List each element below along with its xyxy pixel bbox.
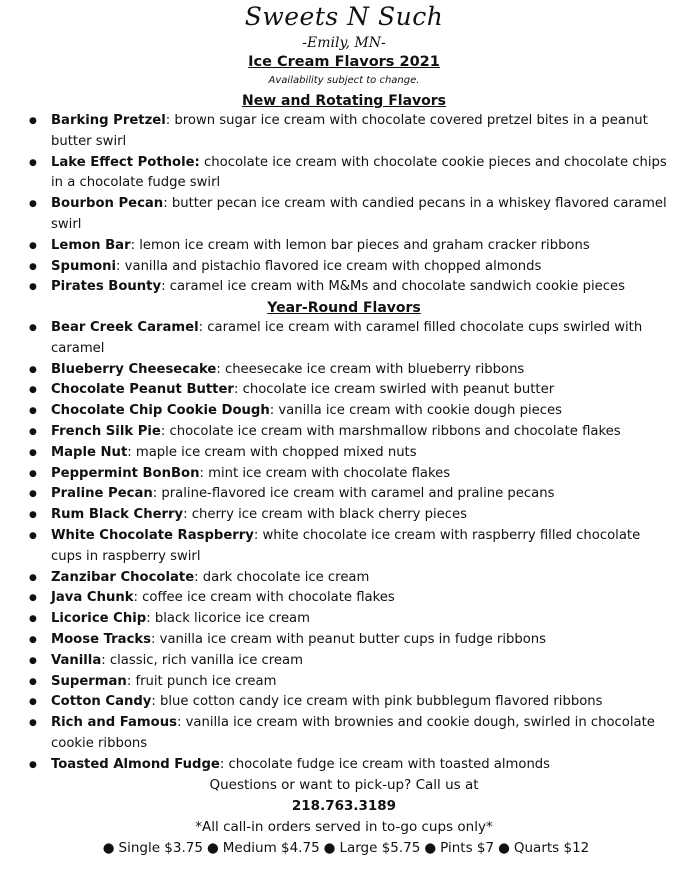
flavor-item [0,111,688,153]
flavor-item [0,153,688,195]
flavor-name: Moose Tracks [51,631,152,647]
flavor-description: : caramel ice cream with M&Ms and chocolate sandwich cookie pieces [161,279,625,295]
flavor-name: Superman [51,673,127,689]
flavor-name: Rum Black Cherry [51,507,184,523]
flavor-description: : fruit punch ice cream [126,673,277,689]
flavor-description: : chocolate ice cream swirled with peanut butter [233,382,555,398]
flavor-name: Chocolate Peanut Butter [51,382,234,398]
flavor-description: : chocolate ice cream with marshmallow ribbons and chocolate flakes [160,423,621,439]
flavor-item [0,236,688,257]
flavor-item [0,755,688,776]
flavor-name: Bear Creek Caramel [51,320,199,335]
menu-title: Ice Cream Flavors 2021 [248,54,440,70]
flavor-name: Bourbon Pecan [51,196,164,212]
location-subtitle: -Emily, MN- [302,35,386,51]
price-list [0,838,688,859]
flavor-item [0,692,688,713]
flavor-item [0,380,688,401]
flavor-name: Rich and Famous [51,715,177,731]
flavor-description: : vanilla ice cream with peanut butter cups in fudge ribbons [151,631,547,647]
flavor-description: : cheesecake ice cream with blueberry ribbons [216,361,525,377]
flavor-item [0,505,688,526]
flavor-description: : lemon ice cream with lemon bar pieces and graham cracker ribbons [130,237,590,253]
section-title-new-rotating: New and Rotating Flavors [241,93,446,109]
flavor-description: : classic, rich vanilla ice cream [101,652,303,668]
flavor-description: : coffee ice cream with chocolate flakes [133,590,395,606]
flavor-item [0,257,688,278]
bullet-icon: ● [498,840,510,856]
flavor-name: Pirates Bounty [51,279,162,295]
flavor-description: : mint ice cream with chocolate flakes [199,465,451,481]
flavor-name: White Chocolate Raspberry [51,527,254,543]
questions-text: Questions or want to pick-up? Call us at [209,777,479,793]
flavor-name: Peppermint BonBon [51,465,200,481]
cups-note: *All call-in orders served in to-go cups only* [195,819,493,835]
flavor-description: : caramel ice cream with caramel filled chocolate cups swirled with caramel [51,320,643,356]
flavor-name: Java Chunk [51,590,134,606]
year-round-flavor-list [0,318,688,776]
flavor-item [0,588,688,609]
flavor-item [0,484,688,505]
flavor-name: Toasted Almond Fudge [51,756,220,772]
flavor-description: : brown sugar ice cream with chocolate covered pretzel bites in a peanut butter swirl [51,113,648,149]
flavor-description: : butter pecan ice cream with candied pecans in a whiskey flavored caramel swirl [51,196,667,232]
flavor-item [0,568,688,589]
flavor-item [0,526,688,568]
phone-number: 218.763.3189 [291,798,397,814]
bullet-icon: ● [424,840,437,856]
flavor-name: Zanzibar Chocolate [51,569,195,585]
flavor-description: : black licorice ice cream [146,611,310,627]
flavor-description: : vanilla ice cream with cookie dough pieces [269,403,562,419]
section-title-year-round: Year-Round Flavors [267,300,421,316]
flavor-item [0,713,688,755]
price-item: Medium $4.75 [222,840,320,856]
flavor-name: Lemon Bar [51,237,131,253]
flavor-name: Barking Pretzel [51,113,166,128]
flavor-description: : cherry ice cream with black cherry pieces [183,507,468,523]
flavor-item [0,464,688,485]
flavor-item [0,194,688,236]
flavor-description: : vanilla and pistachio flavored ice cream with chopped almonds [116,258,542,274]
bullet-icon: ● [102,840,115,856]
price-item: Quarts $12 [513,840,590,856]
flavor-item [0,672,688,693]
flavor-item [0,651,688,672]
flavor-item [0,318,688,360]
flavor-description: : white chocolate ice cream with raspberry filled chocolate cups in raspberry swirl [51,527,641,564]
flavor-name: Spumoni [51,258,117,274]
flavor-name: Lake Effect Pothole: [51,154,200,170]
bullet-icon: ● [323,840,336,856]
flavor-name: Praline Pecan [51,486,153,502]
flavor-item [0,443,688,464]
flavor-description: : blue cotton candy ice cream with pink bubblegum flavored ribbons [151,694,603,710]
flavor-name: Vanilla [51,652,102,668]
new-rotating-flavor-list [0,111,688,298]
flavor-name: Maple Nut [51,444,128,460]
flavor-item [0,277,688,298]
flavor-item [0,609,688,630]
flavor-description: : chocolate fudge ice cream with toasted almonds [219,756,551,772]
price-item: Single $3.75 [118,840,203,856]
price-item: Pints $7 [440,840,495,856]
flavor-description: : praline-flavored ice cream with caramel and praline pecans [152,486,555,502]
flavor-name: Blueberry Cheesecake [51,361,217,377]
flavor-item [0,422,688,443]
flavor-item [0,630,688,651]
bullet-icon: ● [206,840,219,856]
flavor-description: : vanilla ice cream with brownies and cookie dough, swirled in chocolate cookie ribbons [51,715,655,751]
flavor-description: : dark chocolate ice cream [194,569,370,585]
flavor-item [0,401,688,422]
flavor-name: Licorice Chip [51,611,147,627]
brand-title: Sweets N Such [244,2,444,31]
flavor-description: chocolate ice cream with chocolate cookie pieces and chocolate chips in a chocolate fudge swirl [51,154,667,191]
availability-note: Availability subject to change. [268,75,420,86]
flavor-name: Chocolate Chip Cookie Dough [51,403,270,419]
flavor-name: French Silk Pie [51,423,161,439]
price-item: Large $5.75 [339,840,421,856]
flavor-description: : maple ice cream with chopped mixed nuts [127,444,417,460]
flavor-name: Cotton Candy [51,694,152,710]
flavor-item [0,360,688,381]
